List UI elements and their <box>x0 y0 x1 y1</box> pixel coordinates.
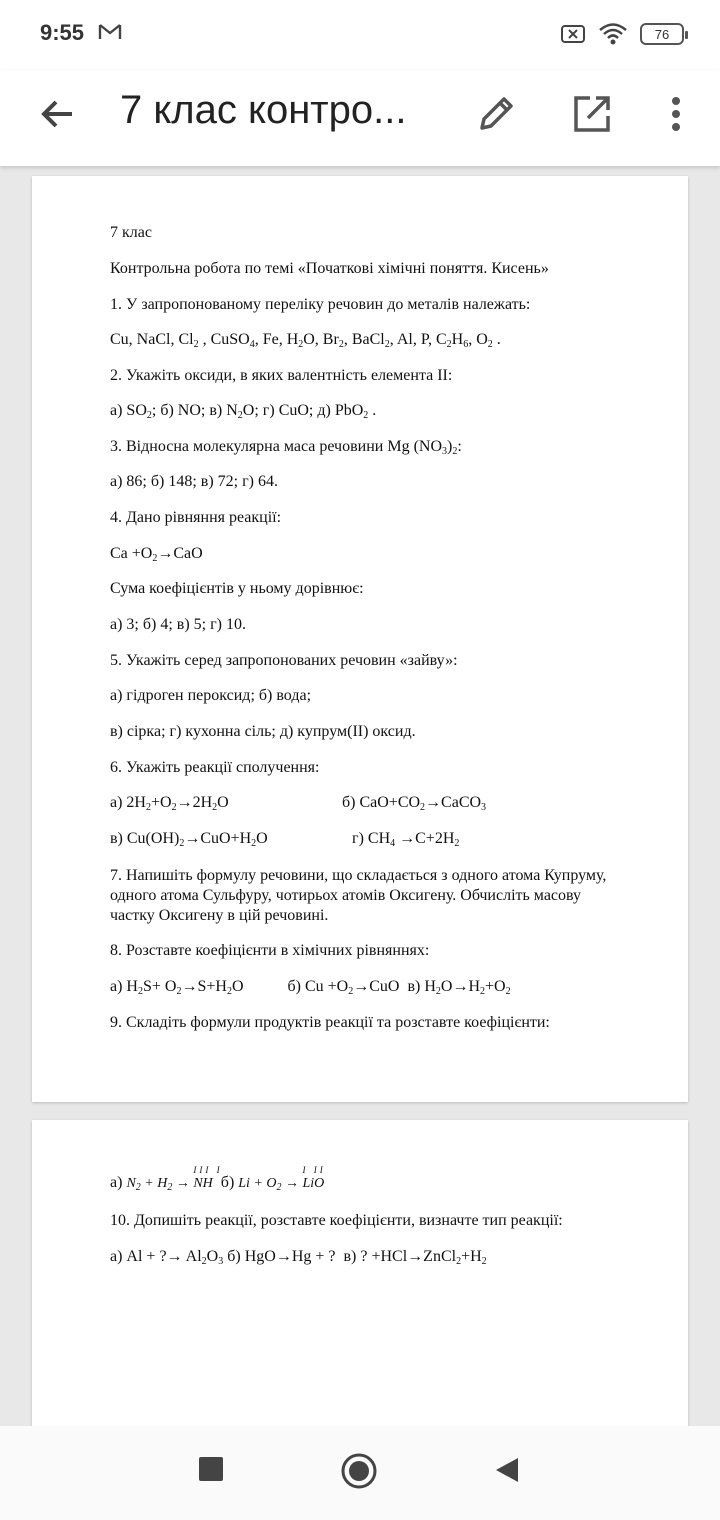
question-1: 1. У запропонованому переліку речовин до металів належать: <box>110 296 531 313</box>
question-5: 5. Укажіть серед запропонованих речовин «зайву»: <box>110 652 458 669</box>
q8-equations: а) $H_2S+ O_2\to S+H_2O$ б) $Cu +O_2\to CuO$ в) $H_2O\to H_2+O_2$ <box>110 978 511 997</box>
open-external-icon[interactable] <box>570 92 614 136</box>
q5-answers-b: в) сірка; г) кухонна сіль; д) купрум(ІІ) оксид. <box>110 723 416 740</box>
question-3: 3. Відносна молекулярна маса речовини Mg $(NO_3)_2$: <box>110 438 462 457</box>
navigation-bar <box>0 1426 720 1520</box>
q9-reactions: а) $N_2 + H_2$ → III I NH б) $Li + O_2$ → I II LiO <box>110 1165 326 1193</box>
q6-option-b: б) $CaO+CO_2\to CaCO_3$ <box>342 794 487 813</box>
home-circle-icon[interactable] <box>340 1452 378 1490</box>
q5-answers-a: а) гідроген пероксид; б) вода; <box>110 687 312 704</box>
question-2: 2. Укажіть оксиди, в яких валентність елемента ІІ: <box>110 367 453 384</box>
question-6: 6. Укажіть реакції сполучення: <box>110 759 320 776</box>
document-page-1 <box>32 176 688 1102</box>
grade-line: 7 клас <box>110 224 152 241</box>
status-bar <box>0 0 720 70</box>
q6-option-g: г) $CH_4 \to C+2H_2$ <box>352 830 460 849</box>
battery-level: 76 <box>654 26 670 42</box>
q4-sum: Сума коефіцієнтів у ньому дорівнює: <box>110 580 364 597</box>
document-title: 7 клас контро... <box>120 88 407 132</box>
question-10: 10. Допишіть реакції, розставте коефіцієнти, визначте тип реакції: <box>110 1212 563 1229</box>
wifi-icon <box>598 22 628 46</box>
sim-x-icon <box>560 23 586 45</box>
app-bar <box>0 70 720 166</box>
q10-reactions: а) Al + ?→ $Al_2O_3$ б) HgO→Hg + ? в) ? $+HCl\to ZnCl_2+H_2$ <box>110 1248 487 1267</box>
question-4: 4. Дано рівняння реакції: <box>110 509 282 526</box>
gmail-icon <box>98 22 122 42</box>
arrow-back-icon[interactable] <box>36 92 80 136</box>
pencil-icon[interactable] <box>474 92 518 136</box>
q2-answers: а) $SO_2$; б) NO; в) $N_2O$; г) CuO; д) PbO$_2$ . <box>110 402 377 421</box>
q1-substances: Cu, NaCl, $Cl_2$ , CuSO$_4$, Fe, $H_2O$, $Br_2$, BaCl$_2$, Al, P, $C_2H_6$, $O_2$ . <box>110 331 501 350</box>
question-7: 7. Напишіть формулу речовини, що складається з одного атома Купруму, одного атома Сульфуру, чотирьох атомів Оксигену. Обчисліть масову частку Оксигену в цій речовині. <box>110 867 607 924</box>
recents-square-icon[interactable] <box>198 1456 224 1482</box>
question-8: 8. Розставте коефіцієнти в хімічних рівняннях: <box>110 942 430 959</box>
status-time: 9:55 <box>40 20 85 45</box>
q4-answers: а) 3; б) 4; в) 5; г) 10. <box>110 616 247 633</box>
q6-option-a: а) $2H_2+O_2\to 2H_2O$ <box>110 794 229 813</box>
back-triangle-icon[interactable] <box>494 1456 520 1484</box>
q6-option-v: в) $Cu(OH)_2\to CuO+H_2O$ <box>110 830 268 849</box>
q3-answers: а) 86; б) 148; в) 72; г) 64. <box>110 473 279 490</box>
q4-equation: $Ca +O_2\to CaO$ <box>110 545 203 564</box>
doc-heading: Контрольна робота по темі «Початкові хімічні поняття. Кисень» <box>110 260 549 277</box>
document-page-2 <box>32 1120 688 1430</box>
battery-icon <box>640 23 684 45</box>
more-vert-icon[interactable] <box>654 92 698 136</box>
question-9: 9. Складіть формули продуктів реакції та розставте коефіцієнти: <box>110 1014 550 1031</box>
